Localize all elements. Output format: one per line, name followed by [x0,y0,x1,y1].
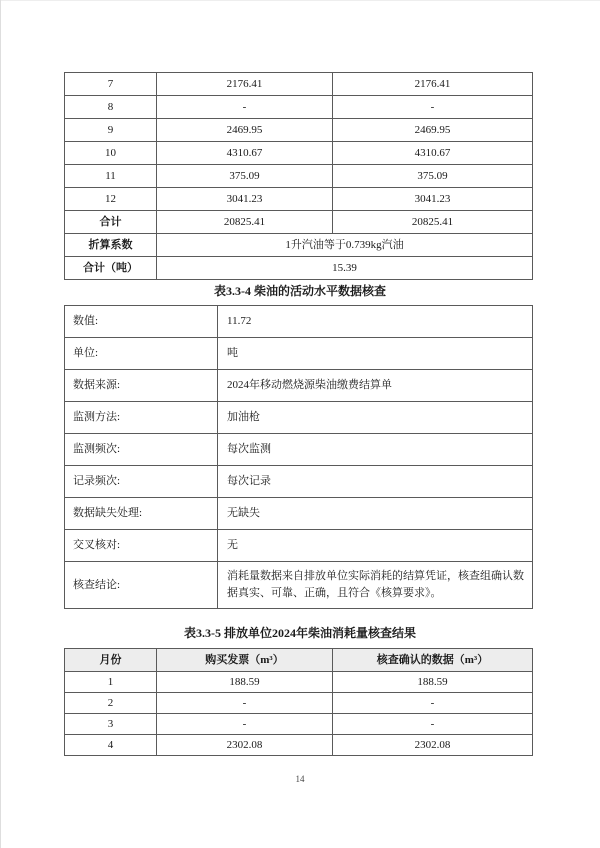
conversion-label-cell: 折算系数 [65,234,157,257]
month-cell: 3 [65,714,157,735]
monthly-result-table [64,648,533,756]
value-cell: 4310.67 [333,142,533,165]
page-number: 14 [295,774,305,784]
table-row [65,672,533,693]
value-cell: 3041.23 [157,188,333,211]
field-label-cell: 数据缺失处理: [65,498,218,530]
month-cell: 7 [65,73,157,96]
month-cell: 10 [65,142,157,165]
confirmed-header-cell: 核查确认的数据（m³） [333,649,533,672]
field-value-cell: 吨 [218,338,533,370]
table-row [65,693,533,714]
total-label-cell: 合计 [65,211,157,234]
table-row [65,370,533,402]
fuel-monthly-table [64,72,533,280]
month-cell: 12 [65,188,157,211]
field-label-cell: 记录频次: [65,466,218,498]
value-cell: 188.59 [157,672,333,693]
value-cell: 3041.23 [333,188,533,211]
value-cell: 2469.95 [333,119,533,142]
field-label-cell: 数据来源: [65,370,218,402]
table-3-3-4-title: 表3.3-4 柴油的活动水平数据核查 [214,284,386,298]
value-cell: 2469.95 [157,119,333,142]
table-row [65,434,533,466]
table-row [65,119,533,142]
table-row [65,498,533,530]
field-label-cell: 数值: [65,306,218,338]
table-row [65,402,533,434]
value-cell: - [333,96,533,119]
field-value-cell: 无缺失 [218,498,533,530]
field-value-cell: 无 [218,530,533,562]
month-header-cell: 月份 [65,649,157,672]
invoice-header-cell: 购买发票（m³） [157,649,333,672]
table-row [65,73,533,96]
value-cell: 2302.08 [157,735,333,756]
table-row [65,96,533,119]
total-tons-label-cell: 合计（吨） [65,257,157,280]
table-row-total [65,211,533,234]
value-cell: 375.09 [333,165,533,188]
month-cell: 8 [65,96,157,119]
value-cell: - [333,714,533,735]
table-row [65,188,533,211]
value-cell: - [157,714,333,735]
table-row-conclusion [65,562,533,609]
table-row [65,530,533,562]
total-tons-value-cell: 15.39 [157,257,533,280]
field-value-cell: 2024年移动燃烧源柴油缴费结算单 [218,370,533,402]
month-cell: 9 [65,119,157,142]
field-value-cell: 11.72 [218,306,533,338]
month-cell: 2 [65,693,157,714]
month-cell: 11 [65,165,157,188]
value-cell: - [157,693,333,714]
field-label-cell: 监测方法: [65,402,218,434]
value-cell: 4310.67 [157,142,333,165]
conclusion-value-cell: 消耗量数据来自排放单位实际消耗的结算凭证，核查组确认数据真实、可靠、正确，且符合《核算要求》。 [218,562,533,609]
table-3-3-5-title: 表3.3-5 排放单位2024年柴油消耗量核查结果 [184,626,416,640]
table-row [65,735,533,756]
field-label-cell: 单位: [65,338,218,370]
month-cell: 1 [65,672,157,693]
table-header-row [65,649,533,672]
value-cell: 375.09 [157,165,333,188]
table-row-total-tons [65,257,533,280]
table-row [65,165,533,188]
table-row-conversion [65,234,533,257]
table-row [65,338,533,370]
value-cell: 2176.41 [333,73,533,96]
field-label-cell: 交叉核对: [65,530,218,562]
total-value-cell: 20825.41 [333,211,533,234]
field-label-cell: 核查结论: [65,562,218,609]
table-row [65,714,533,735]
value-cell: - [157,96,333,119]
conversion-value-cell: 1升汽油等于0.739kg汽油 [157,234,533,257]
verification-table [64,305,533,609]
month-cell: 4 [65,735,157,756]
value-cell: 2176.41 [157,73,333,96]
field-value-cell: 每次记录 [218,466,533,498]
field-label-cell: 监测频次: [65,434,218,466]
field-value-cell: 每次监测 [218,434,533,466]
table-row [65,142,533,165]
total-value-cell: 20825.41 [157,211,333,234]
field-value-cell: 加油枪 [218,402,533,434]
value-cell: 2302.08 [333,735,533,756]
value-cell: - [333,693,533,714]
table-row [65,466,533,498]
table-row [65,306,533,338]
value-cell: 188.59 [333,672,533,693]
